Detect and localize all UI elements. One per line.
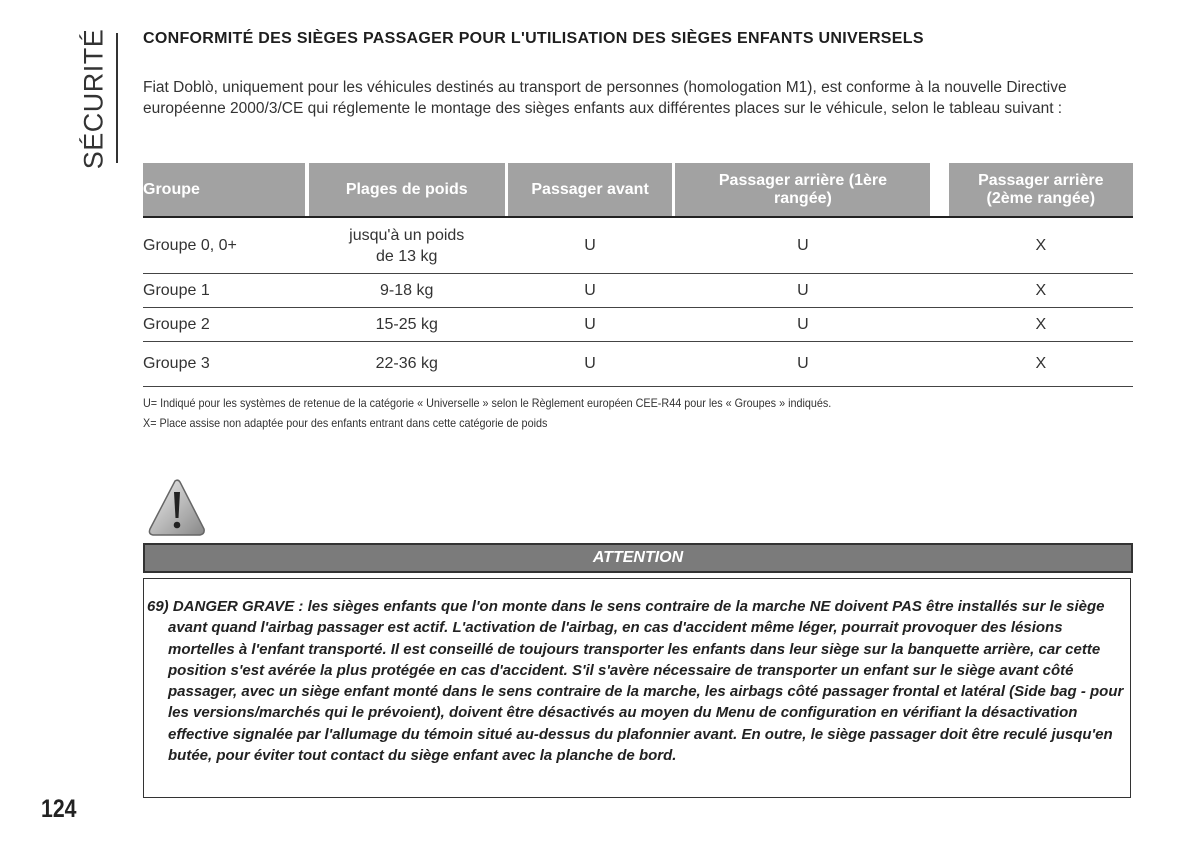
table-cell: X <box>949 342 1133 387</box>
attention-text: 69) DANGER GRAVE : les sièges enfants que l'on monte dans le sens contraire de la marche NE doivent PAS être installés sur le siège avant quand l'airbag passager est actif. L'activation de l'airbag, en cas d'accident même léger, pourrait provoquer des lésions mortelles à l'enfant transporté. Il est conseillé de toujours transporter les enfants dans leur siège sur la banquette arrière, car cette position s'est avérée la plus protégée en cas d'accident. S'il s'avère nécessaire de transporter un enfant sur le siège avant côté passager, avec un siège enfant monté dans le sens contraire de la marche, les airbags côté passager frontal et latéral (Side bag - pour les versions/marchés qui le prévoient), doivent être désactivés au moyen du Menu de configuration en vérifiant la désactivation effective signalée par l'allumage du témoin situé au-dessus du plafonnier avant. En outre, le siège passager doit être reculé jusqu'en butée, pour éviter tout contact du siège enfant avec la planche de bord. <box>147 598 1124 765</box>
cell-gap <box>930 308 948 342</box>
child-seat-table <box>143 163 1133 387</box>
table-cell: Groupe 0, 0+ <box>143 218 305 274</box>
table-cell: Groupe 1 <box>143 274 305 308</box>
col-header: Groupe <box>143 163 305 218</box>
table-header-row <box>143 163 1133 218</box>
intro-paragraph: Fiat Doblò, uniquement pour les véhicules destinés au transport de personnes (homologation M1), est conforme à la nouvelle Directive européenne 2000/3/CE qui réglemente le montage des sièges enfants aux différentes places sur le véhicule, selon le tableau suivant : <box>143 79 1067 117</box>
col-header: Plages de poids <box>309 163 505 218</box>
col-header: Passager arrière (1ère rangée) <box>675 163 930 218</box>
table-cell: U <box>508 308 671 342</box>
table-cell: X <box>949 218 1133 274</box>
table-footnotes <box>143 393 831 433</box>
warning-triangle-icon <box>147 478 207 538</box>
attention-box <box>143 578 1131 798</box>
table-cell: U <box>508 342 671 387</box>
section-divider <box>116 33 118 163</box>
footnote-x: X= Place assise non adaptée pour des enfants entrant dans cette catégorie de poids <box>143 416 548 430</box>
table-cell: U <box>675 308 930 342</box>
attention-banner: ATTENTION <box>143 543 1133 573</box>
table-cell: 9-18 kg <box>309 274 505 308</box>
table-row <box>143 218 1133 274</box>
table-cell: U <box>675 218 930 274</box>
col-header: Passager avant <box>508 163 671 218</box>
table-cell: Groupe 2 <box>143 308 305 342</box>
cell-gap <box>930 218 948 274</box>
section-label: SÉCURITÉ <box>78 28 109 170</box>
table-cell: U <box>508 274 671 308</box>
table-cell: U <box>675 274 930 308</box>
table-cell: U <box>675 342 930 387</box>
cell-gap <box>930 274 948 308</box>
section-tab <box>78 30 110 168</box>
table-row <box>143 274 1133 308</box>
table-cell: Groupe 3 <box>143 342 305 387</box>
page-number: 124 <box>41 795 77 823</box>
footnote-u: U= Indiqué pour les systèmes de retenue de la catégorie « Universelle » selon le Règlement européen CEE-R44 pour les « Groupes » indiqués. <box>143 396 832 410</box>
table-cell: 15-25 kg <box>309 308 505 342</box>
table-cell: jusqu'à un poids de 13 kg <box>309 218 505 274</box>
table-cell: U <box>508 218 671 274</box>
table-cell: 22-36 kg <box>309 342 505 387</box>
table-cell: X <box>949 308 1133 342</box>
cell-gap <box>930 342 948 387</box>
table-row <box>143 342 1133 387</box>
table-cell: X <box>949 274 1133 308</box>
page-title: CONFORMITÉ DES SIÈGES PASSAGER POUR L'UTILISATION DES SIÈGES ENFANTS UNIVERSELS <box>143 30 924 47</box>
table-row <box>143 308 1133 342</box>
col-header: Passager arrière (2ème rangée) <box>949 163 1133 218</box>
